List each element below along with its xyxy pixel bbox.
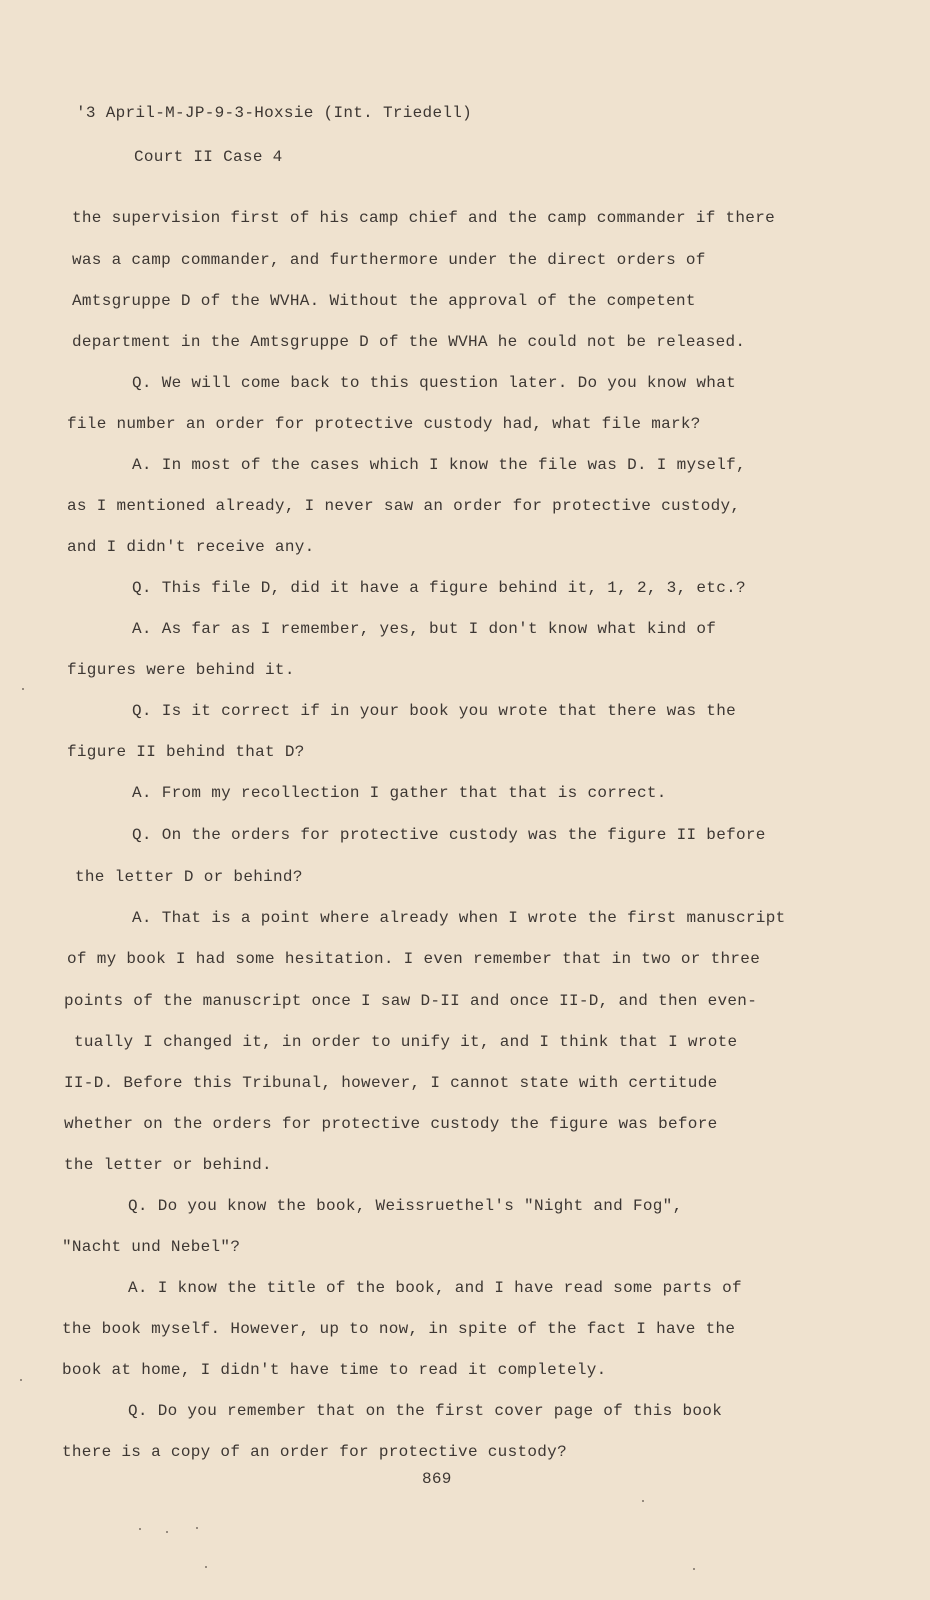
- question-line: Q. Do you know the book, Weissruethel's "Night and Fog",: [128, 1197, 683, 1215]
- answer-line: A. As far as I remember, yes, but I don't know what kind of: [132, 620, 717, 638]
- answer-line: A. In most of the cases which I know the file was D. I myself,: [132, 456, 746, 474]
- paper-speck: [642, 1500, 644, 1502]
- text-line: the letter or behind.: [64, 1156, 272, 1174]
- text-line: Amtsgruppe D of the WVHA. Without the approval of the competent: [72, 292, 696, 310]
- page-number: 869: [422, 1470, 452, 1488]
- paper-speck: [693, 1568, 695, 1570]
- paper-speck: [139, 1528, 141, 1530]
- text-line: department in the Amtsgruppe D of the WVHA he could not be released.: [72, 333, 746, 351]
- text-line: there is a copy of an order for protective custody?: [62, 1443, 567, 1461]
- text-line: "Nacht und Nebel"?: [62, 1238, 241, 1256]
- text-line: points of the manuscript once I saw D-II and once II-D, and then even-: [64, 992, 758, 1010]
- text-line: and I didn't receive any.: [67, 538, 315, 556]
- text-line: figure II behind that D?: [67, 743, 305, 761]
- paper-speck: [166, 1531, 168, 1533]
- question-line: Q. Is it correct if in your book you wrote that there was the: [132, 702, 736, 720]
- paper-speck: [196, 1527, 198, 1529]
- paper-speck: [22, 688, 24, 690]
- paper-speck: [20, 1379, 22, 1381]
- text-line: the letter D or behind?: [75, 868, 303, 886]
- question-line: Q. Do you remember that on the first cover page of this book: [128, 1402, 723, 1420]
- question-line: Q. This file D, did it have a figure behind it, 1, 2, 3, etc.?: [132, 579, 746, 597]
- answer-line: A. I know the title of the book, and I have read some parts of: [128, 1279, 742, 1297]
- text-line: as I mentioned already, I never saw an order for protective custody,: [67, 497, 741, 515]
- text-line: was a camp commander, and furthermore under the direct orders of: [72, 251, 706, 269]
- header-court-line: Court II Case 4: [134, 148, 283, 166]
- question-line: Q. On the orders for protective custody was the figure II before: [132, 826, 766, 844]
- text-line: figures were behind it.: [67, 661, 295, 679]
- header-session-line: '3 April-M-JP-9-3-Hoxsie (Int. Triedell): [76, 104, 473, 122]
- answer-line: A. That is a point where already when I wrote the first manuscript: [132, 909, 786, 927]
- text-line: book at home, I didn't have time to read it completely.: [62, 1361, 607, 1379]
- paper-speck: [205, 1566, 207, 1568]
- text-line: II-D. Before this Tribunal, however, I cannot state with certitude: [64, 1074, 718, 1092]
- text-line: whether on the orders for protective custody the figure was before: [64, 1115, 718, 1133]
- question-line: Q. We will come back to this question later. Do you know what: [132, 374, 736, 392]
- text-line: of my book I had some hesitation. I even remember that in two or three: [67, 950, 761, 968]
- text-line: tually I changed it, in order to unify it, and I think that I wrote: [74, 1033, 738, 1051]
- text-line: file number an order for protective custody had, what file mark?: [67, 415, 701, 433]
- text-line: the book myself. However, up to now, in spite of the fact I have the: [62, 1320, 736, 1338]
- answer-line: A. From my recollection I gather that that is correct.: [132, 784, 667, 802]
- text-line: the supervision first of his camp chief and the camp commander if there: [72, 209, 776, 227]
